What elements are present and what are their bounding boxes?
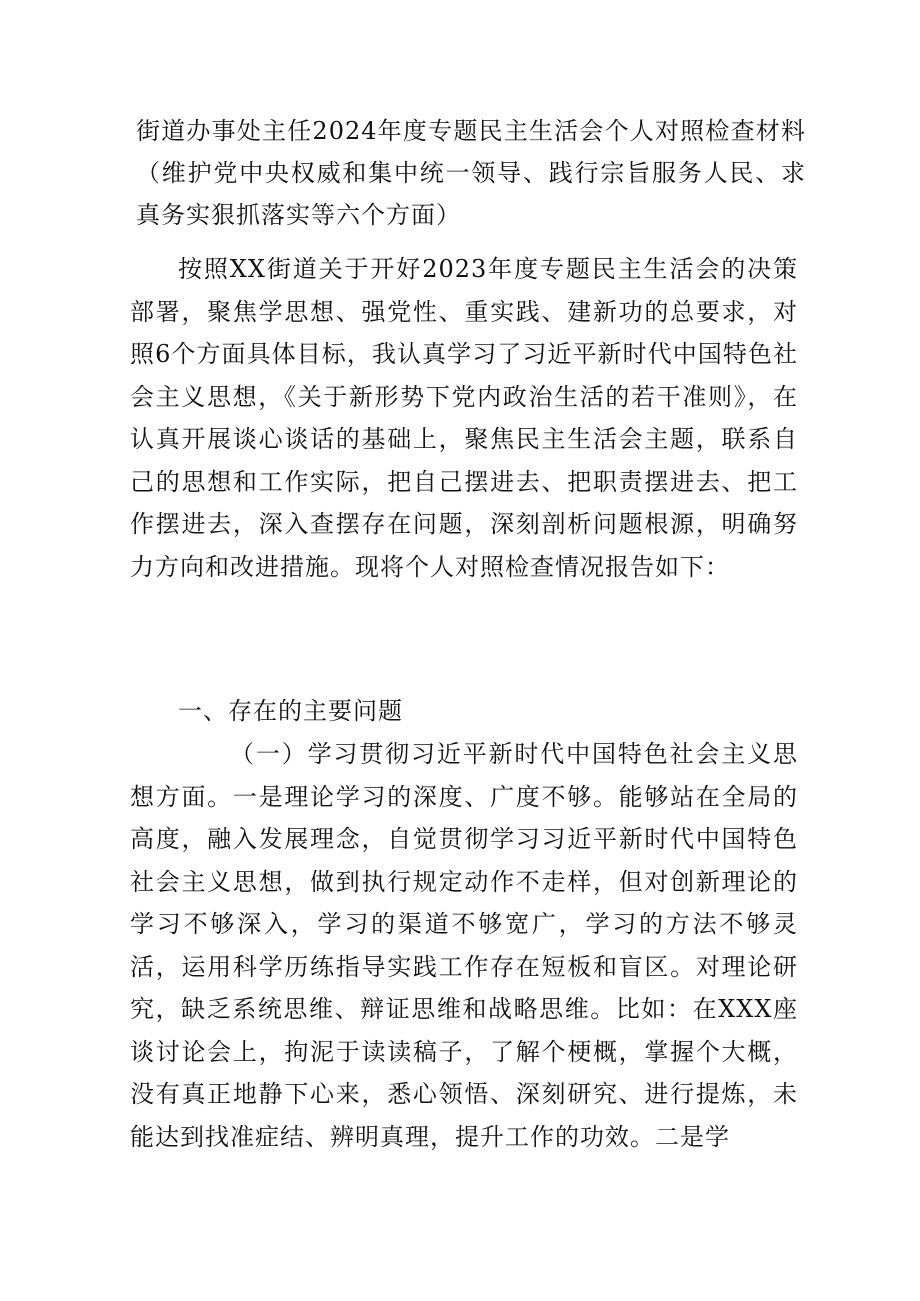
intro-paragraph: 按照XX街道关于开好2023年度专题民主生活会的决策部署，聚焦学思想、强党性、重实践、建新功的总要求，对照6个方面具体目标，我认真学习了习近平新时代中国特色社会主义思想，《关于新形势下党内政治生活的若干准则》，在认真开展谈心谈话的基础上，聚焦民主生活会主题，联系自己的思想和工作实际，把自己摆进去、把职责摆进去、把工作摆进去，深入查摆存在问题，深刻剖析问题根源，明确努力方向和改进措施。现将个人对照检查情况报告如下： (130, 255, 798, 581)
section-heading: 一、存在的主要问题 (178, 697, 403, 725)
document-title: 街道办事处主任2024年度专题民主生活会个人对照检查材料（维护党中央权威和集中统一领导、践行宗旨服务人民、求真务实狠抓落实等六个方面） (136, 117, 806, 229)
section-paragraph: （一）学习贯彻习近平新时代中国特色社会主义思想方面。一是理论学习的深度、广度不够。能够站在全局的高度，融入发展理念，自觉贯彻学习习近平新时代中国特色社会主义思想，做到执行规定动作不走样，但对创新理论的学习不够深入，学习的渠道不够宽广，学习的方法不够灵活，运用科学历练指导实践工作存在短板和盲区。对理论研究，缺乏系统思维、辩证思维和战略思维。比如：在XXX座谈讨论会上，拘泥于读读稿子，了解个梗概，掌握个大概，没有真正地静下心来，悉心领悟、深刻研究、进行提炼，未能达到找准症结、辨明真理，提升工作的功效。二是学 (130, 740, 798, 1151)
